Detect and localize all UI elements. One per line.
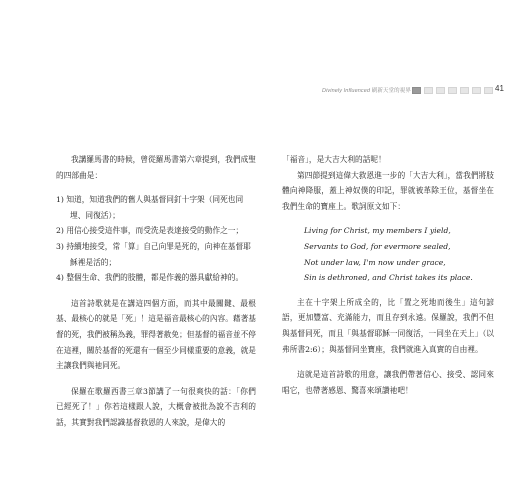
running-title-zh: 刷新天堂的視界 (371, 88, 411, 94)
intro-paragraph: 我講羅馬書的時候，曾從羅馬書第六章提到，我們成聖的四部曲是： (56, 155, 256, 180)
lyric-line: Not under law, I'm now under grace, (304, 257, 446, 267)
chapter-marker (448, 87, 457, 94)
body-paragraph: 保羅在歌羅西書三章3節講了一句很爽快的話：「你們已經死了！」你若這樣跟人說，大概會被批為說不吉利的話，其實對我們認識基督救恩的人來說，是偉大的 (56, 386, 256, 427)
chapter-marker (484, 87, 493, 94)
body-paragraph: 這就是這首詩歌的用意，讓我們帶著信心、接受、認同來唱它，也帶著感恩、驚喜來頌讚祂吧！ (282, 370, 494, 395)
body-paragraph: 「福音」，是大吉大利的話呢！ (282, 155, 386, 164)
running-title (322, 86, 411, 94)
running-header (0, 84, 520, 98)
lyric-line: Servants to God, for evermore sealed, (304, 241, 451, 251)
step-item: 2) 用信心接受這件事，而受洗是表達接受的動作之一； (56, 226, 244, 236)
lyric-line: Sin is dethroned, and Christ takes its place. (304, 273, 473, 283)
sanctification-steps (56, 192, 256, 286)
chapter-marker (460, 87, 469, 94)
body-paragraph: 這首詩歌就是在講這四個方面，而其中最關鍵、最根基、最核心的就是「死」！這是福音最核心的內容。藉著基督的死，我們被稱為義，罪得著赦免；但基督的福音並不停在這裡，關於基督的死還有一個至少同樣重要的意義，就是主讓我們與祂同死。 (56, 298, 256, 371)
left-column (56, 152, 256, 431)
chapter-marker-active (412, 87, 421, 94)
lyric-line: Living for Christ, my members I yield, (304, 226, 451, 236)
running-title-en: Divinely Influenced (322, 88, 371, 94)
chapter-marker (472, 87, 481, 94)
step-item: 4) 整個生命、我們的肢體，都是作義的器具獻給神的。 (56, 273, 244, 283)
chapter-marker (436, 87, 445, 94)
body-paragraph: 主在十字架上所成全的，比「置之死地而後生」這句諺語，更加豐富、充滿能力，而且存到永遠。保羅說，我們不但與基督同死，而且「與基督耶穌一同復活，一同坐在天上」（以弗所書2:6）；與基督同坐寶座，我們就進入真實的自由裡。 (282, 297, 494, 354)
hymn-lyrics (304, 223, 494, 285)
step-item: 1) 知道，知道我們的舊人與基督同釘十字架（同死也同埋、同復活）； (56, 195, 244, 220)
step-item: 3) 持續地接受，常「算」自己向罪是死的，向神在基督耶穌裡是活的； (56, 241, 251, 267)
body-paragraph: 第四節提到這偉大救恩進一步的「大吉大利」，當我們將肢體向神降服，蓋上神奴僕的印記，罪就被革除王位，基督坐在我們生命的寶座上。歌詞原文如下： (282, 170, 494, 211)
chapter-indicator (412, 87, 493, 94)
chapter-marker (424, 87, 433, 94)
page-number: 41 (495, 84, 504, 93)
right-column (282, 152, 494, 398)
